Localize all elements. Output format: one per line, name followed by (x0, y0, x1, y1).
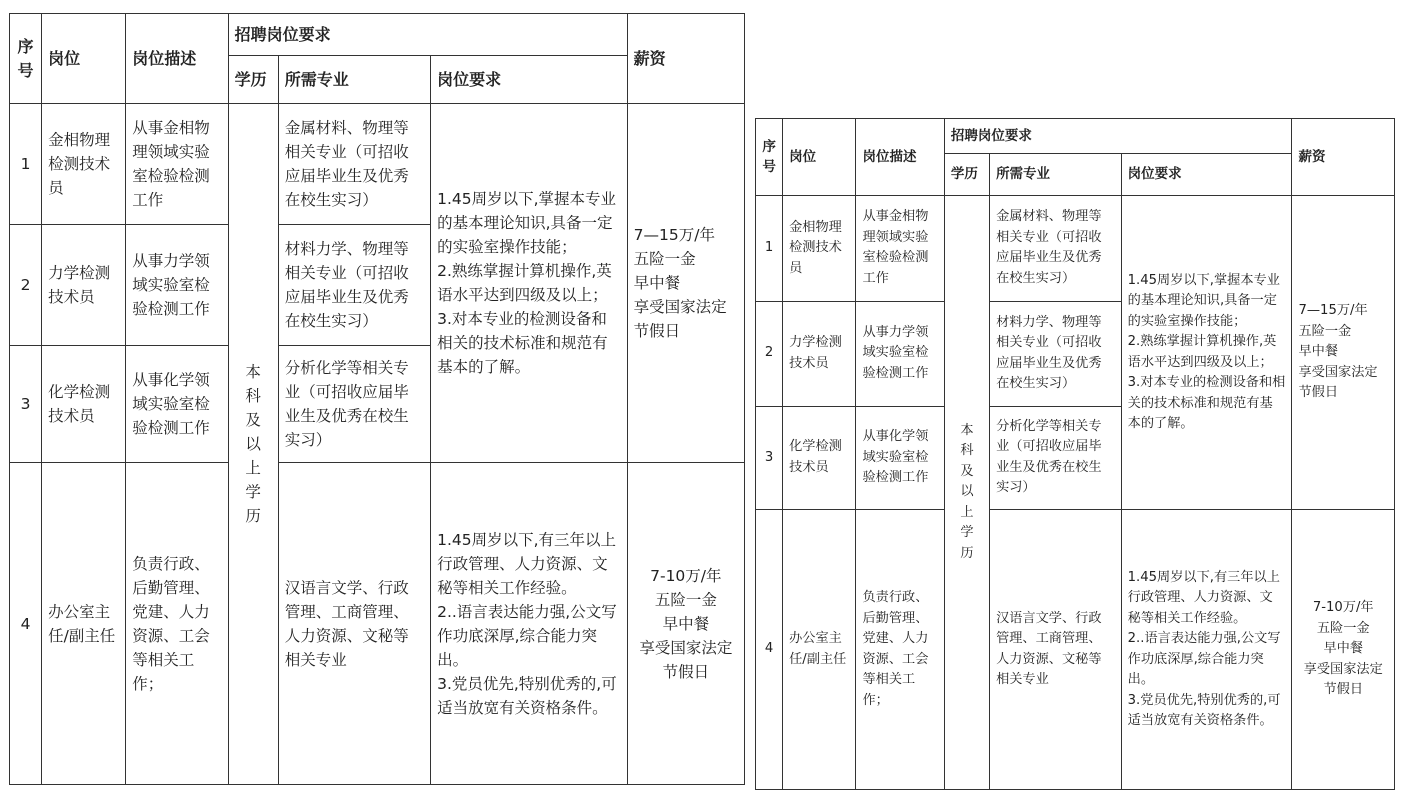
salary-cell: 7—15万/年 五险一金 早中餐 享受国家法定 节假日 (1292, 196, 1395, 510)
row-number: 2 (756, 301, 783, 406)
position-cell: 办公室主任/副主任 (42, 463, 126, 785)
row-number: 3 (756, 406, 783, 509)
description-cell: 从事金相物理领域实验室检验检测工作 (126, 104, 228, 225)
table-row (756, 196, 1395, 301)
education-cell (228, 104, 278, 785)
requirements-cell: 1.45周岁以下,掌握本专业的基本理论知识,具备一定的实验室操作技能； 2.熟练掌握计算机操作,英语水平达到四级及以上； 3.对本专业的检测设备和相关的技术标准和规范有基本的了解。 (1121, 196, 1292, 510)
table-row (10, 463, 745, 785)
position-cell: 化学检测技术员 (42, 346, 126, 463)
description-cell: 负责行政、后勤管理、党建、人力资源、工会等相关工作； (126, 463, 228, 785)
header-requirements: 岗位要求 (431, 56, 628, 104)
salary-cell: 7—15万/年 五险一金 早中餐 享受国家法定 节假日 (627, 104, 744, 463)
position-cell: 金相物理检测技术员 (42, 104, 126, 225)
description-cell: 从事力学领域实验室检验检测工作 (126, 225, 228, 346)
position-cell: 化学检测技术员 (783, 406, 856, 509)
description-cell: 从事金相物理领域实验室检验检测工作 (856, 196, 944, 301)
header-description: 岗位描述 (856, 119, 944, 196)
salary-cell: 7-10万/年 五险一金 早中餐 享受国家法定 节假日 (627, 463, 744, 785)
position-cell: 办公室主任/副主任 (783, 510, 856, 790)
description-cell: 从事化学领域实验室检验检测工作 (126, 346, 228, 463)
major-cell: 金属材料、物理等相关专业（可招收应届毕业生及优秀在校生实习） (990, 196, 1122, 301)
table-row (756, 510, 1395, 790)
header-description: 岗位描述 (126, 14, 228, 104)
table-row (10, 104, 745, 225)
position-cell: 力学检测技术员 (783, 301, 856, 406)
education-cell (944, 196, 989, 790)
major-cell: 材料力学、物理等相关专业（可招收应届毕业生及优秀在校生实习） (990, 301, 1122, 406)
major-cell: 分析化学等相关专业（可招收应届毕业生及优秀在校生实习） (278, 346, 430, 463)
salary-cell: 7-10万/年 五险一金 早中餐 享受国家法定 节假日 (1292, 510, 1395, 790)
major-cell: 分析化学等相关专业（可招收应届毕业生及优秀在校生实习） (990, 406, 1122, 509)
description-cell: 负责行政、后勤管理、党建、人力资源、工会等相关工作； (856, 510, 944, 790)
description-cell: 从事化学领域实验室检验检测工作 (856, 406, 944, 509)
description-cell: 从事力学领域实验室检验检测工作 (856, 301, 944, 406)
header-requirements-group: 招聘岗位要求 (228, 14, 627, 56)
row-number: 1 (756, 196, 783, 301)
row-number: 3 (10, 346, 42, 463)
recruitment-table-left (9, 13, 745, 785)
education-text: 本科及以上学历 (960, 422, 974, 561)
header-education: 学历 (228, 56, 278, 104)
recruitment-table-right (755, 118, 1395, 790)
header-requirements: 岗位要求 (1121, 154, 1292, 196)
position-cell: 金相物理检测技术员 (783, 196, 856, 301)
row-number: 4 (756, 510, 783, 790)
major-cell: 材料力学、物理等相关专业（可招收应届毕业生及优秀在校生实习） (278, 225, 430, 346)
education-text: 本科及以上学历 (245, 363, 261, 525)
row-number: 4 (10, 463, 42, 785)
header-position: 岗位 (42, 14, 126, 104)
header-requirements-group: 招聘岗位要求 (944, 119, 1292, 154)
header-education: 学历 (944, 154, 989, 196)
position-cell: 力学检测技术员 (42, 225, 126, 346)
row-number: 2 (10, 225, 42, 346)
row-number: 1 (10, 104, 42, 225)
requirements-cell: 1.45周岁以下,掌握本专业的基本理论知识,具备一定的实验室操作技能； 2.熟练掌握计算机操作,英语水平达到四级及以上； 3.对本专业的检测设备和相关的技术标准和规范有基本的了解。 (431, 104, 628, 463)
requirements-cell: 1.45周岁以下,有三年以上行政管理、人力资源、文秘等相关工作经验。 2..语言表达能力强,公文写作功底深厚,综合能力突出。 3.党员优先,特别优秀的,可适当放宽有关资格条件。 (431, 463, 628, 785)
header-no: 序号 (756, 119, 783, 196)
header-salary: 薪资 (1292, 119, 1395, 196)
major-cell: 汉语言文学、行政管理、工商管理、人力资源、文秘等相关专业 (990, 510, 1122, 790)
major-cell: 汉语言文学、行政管理、工商管理、人力资源、文秘等相关专业 (278, 463, 430, 785)
header-no: 序号 (10, 14, 42, 104)
header-salary: 薪资 (627, 14, 744, 104)
header-major: 所需专业 (990, 154, 1122, 196)
header-position: 岗位 (783, 119, 856, 196)
header-major: 所需专业 (278, 56, 430, 104)
major-cell: 金属材料、物理等相关专业（可招收应届毕业生及优秀在校生实习） (278, 104, 430, 225)
requirements-cell: 1.45周岁以下,有三年以上行政管理、人力资源、文秘等相关工作经验。 2..语言表达能力强,公文写作功底深厚,综合能力突出。 3.党员优先,特别优秀的,可适当放宽有关资格条件。 (1121, 510, 1292, 790)
